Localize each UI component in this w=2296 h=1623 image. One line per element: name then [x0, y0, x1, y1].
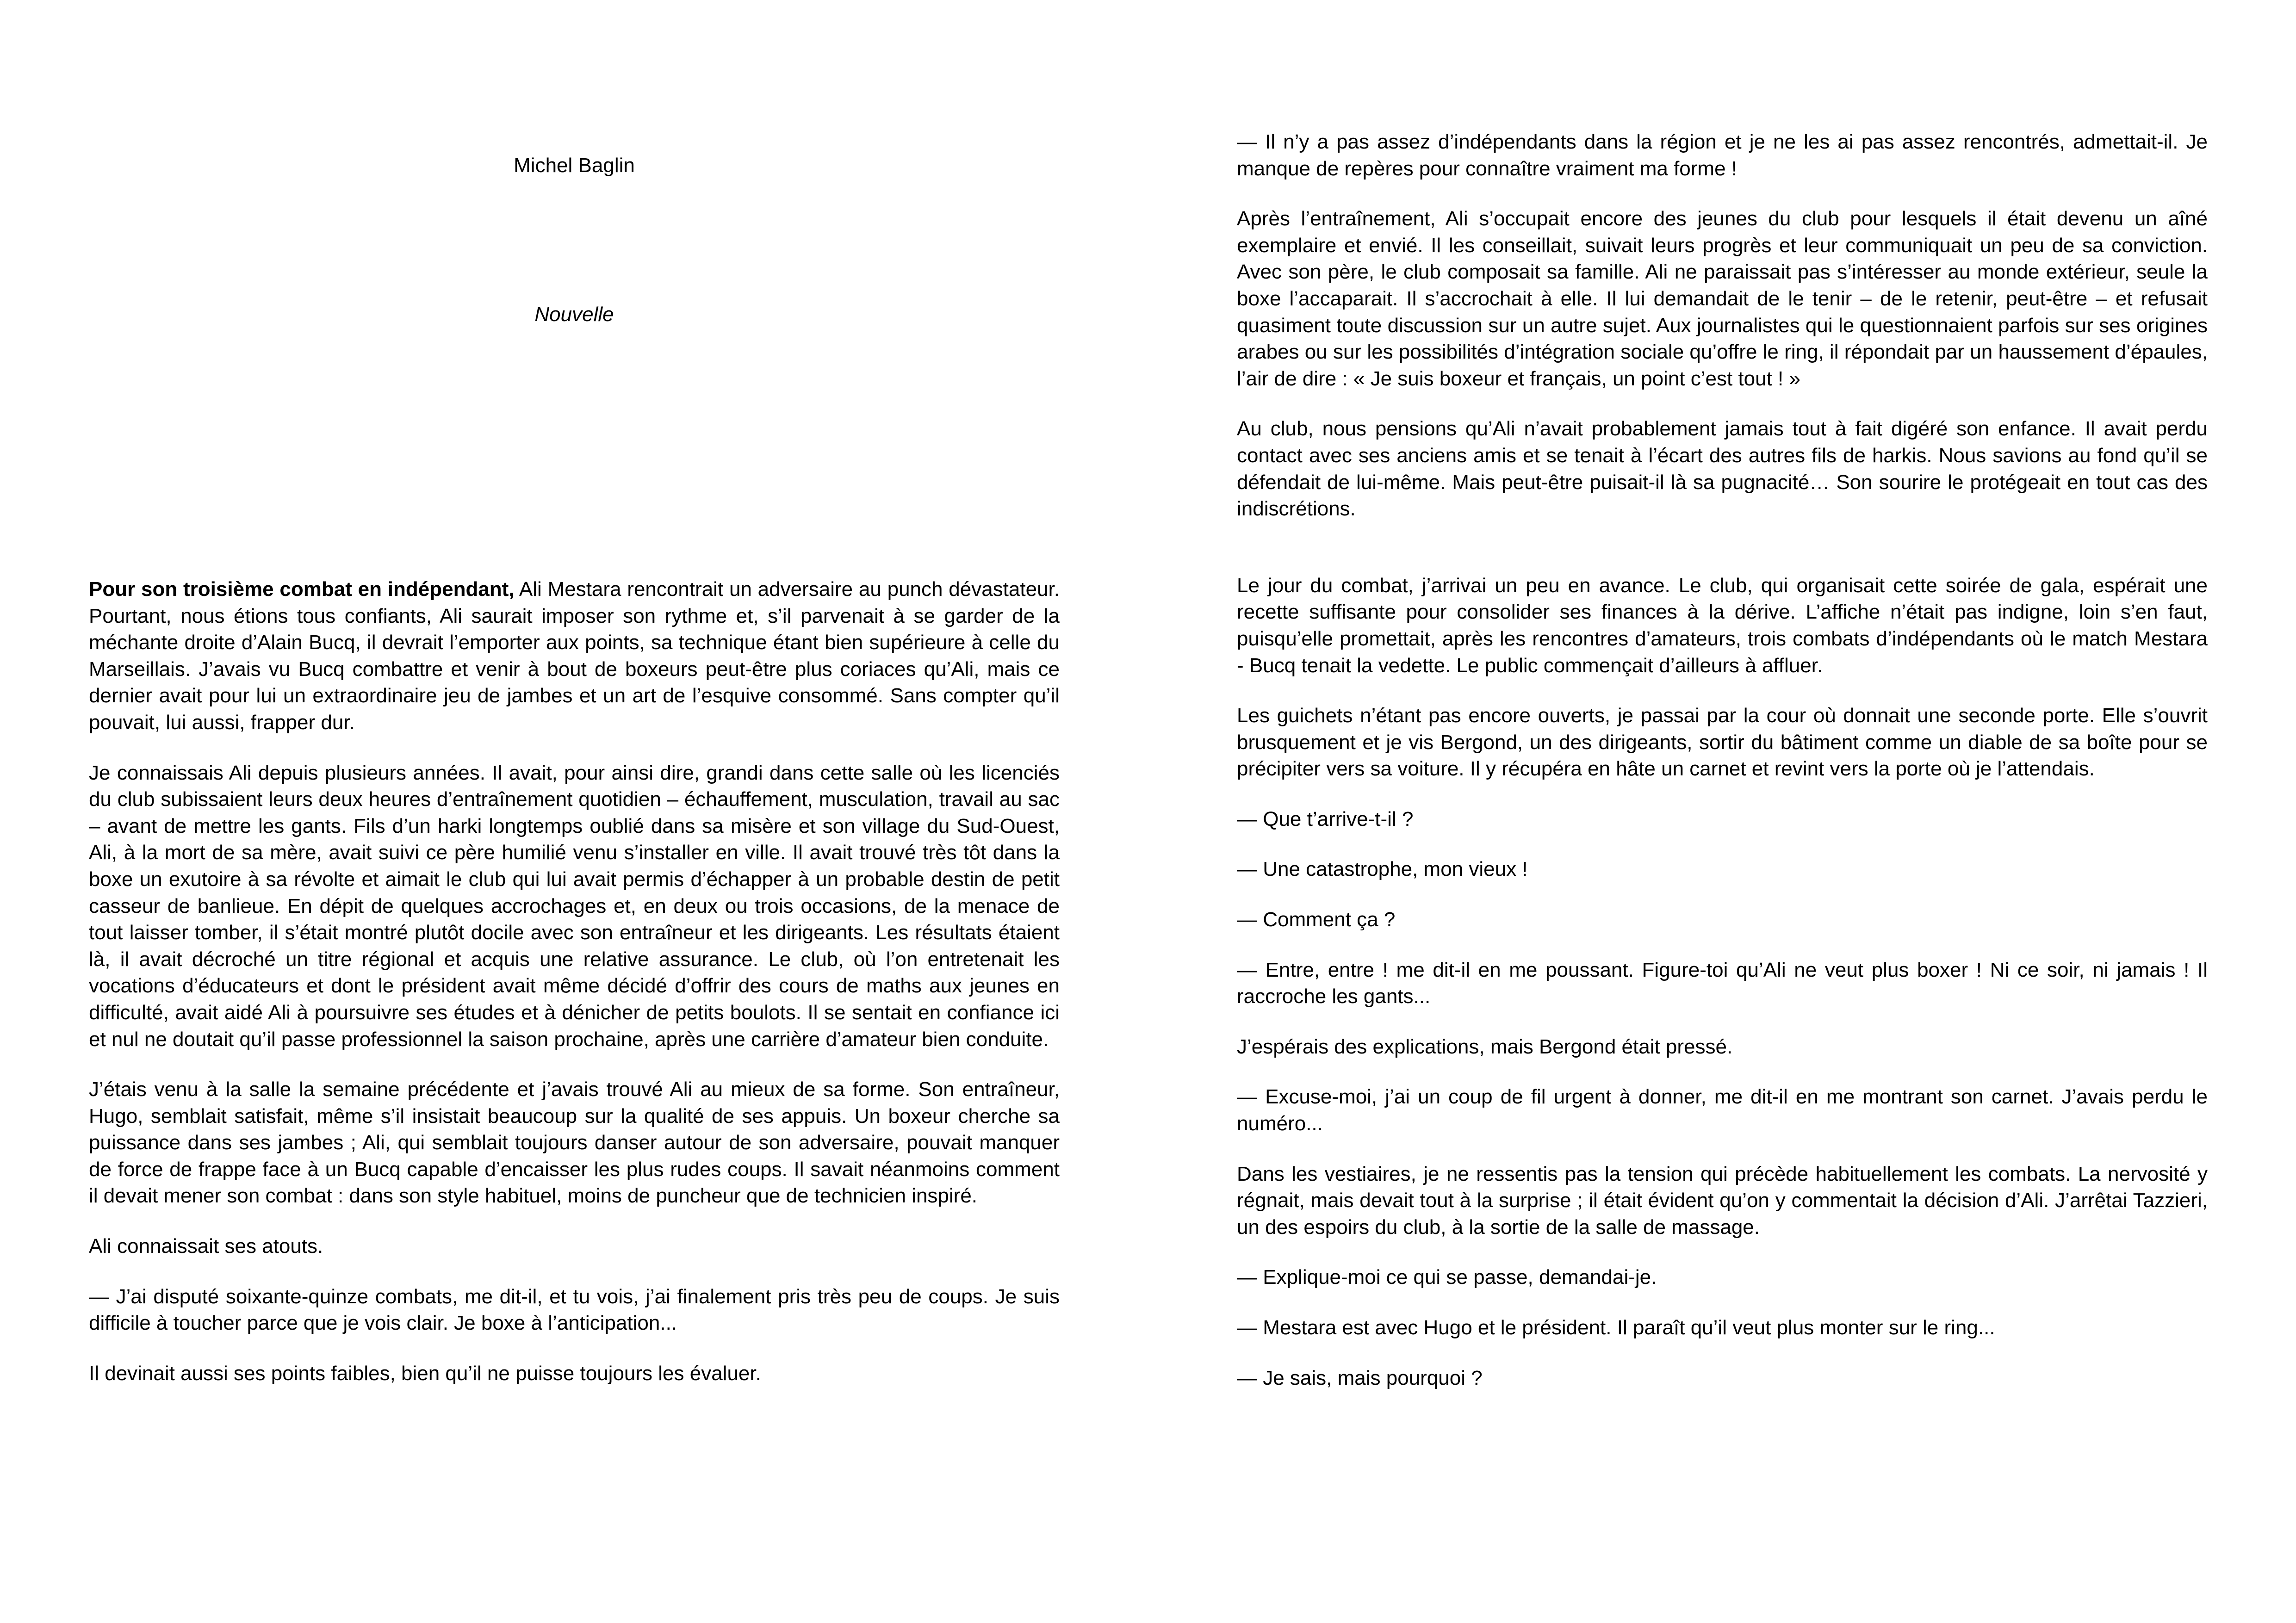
- paragraph: Le jour du combat, j’arrivai un peu en avance. Le club, qui organisait cette soirée de gala, espérait une recette suffisante pour consolider ses finances à la dérive. L’affiche n’était pas indigne, loin s’en faut, puisqu’elle promettait, après les rencontres d’amateurs, trois combats d’indépendants où le match Mestara - Bucq tenait la vedette. Le public commençait d’ailleurs à affluer.: [1237, 574, 2208, 677]
- left-column-text: [89, 576, 1060, 1387]
- dialogue-line: — Excuse-moi, j’ai un coup de fil urgent à donner, me dit-il en me montrant son carnet. J’avais perdu le numéro...: [1237, 1085, 2208, 1135]
- opening-bold-phrase: Pour son troisième combat en indépendant,: [89, 578, 515, 601]
- dialogue-line: — Entre, entre ! me dit-il en me poussant. Figure-toi qu’Ali ne veut plus boxer ! Ni ce soir, ni jamais ! Il raccroche les gants...: [1237, 958, 2208, 1008]
- paragraph: Après l’entraînement, Ali s’occupait encore des jeunes du club pour lesquels il était devenu un aîné exemplaire et envié. Il les conseillait, suivait leurs progrès et leur communiquait un peu de sa conviction. Avec son père, le club composait sa famille. Ali ne paraissait pas s’intéresser au monde extérieur, seule la boxe l’accaparait. Il s’accrochait à elle. Il lui demandait de le tenir – de le retenir, peut-être – et refusait quasiment toute discussion sur un autre sujet. Aux journalistes qui le questionnaient parfois sur ses origines arabes ou sur les possibilités d’intégration sociale qu’offre le ring, il répondait par un haussement d’épaules, l’air de dire : « Je suis boxeur et français, un point c’est tout ! »: [1237, 207, 2208, 390]
- dialogue-line: — Explique-moi ce qui se passe, demandai-je.: [1237, 1266, 1657, 1289]
- paragraph: J’étais venu à la salle la semaine précédente et j’avais trouvé Ali au mieux de sa forme. Son entraîneur, Hugo, semblait satisfait, même s’il insistait beaucoup sur la qualité de ses appuis. Un boxeur cherche sa puissance dans ses jambes ; Ali, qui semblait toujours danser autour de son adversaire, pouvait manquer de force de frappe face à un Bucq capable d’encaisser les plus rudes coups. Il savait néanmoins comment il devait mener son combat : dans son style habituel, moins de puncheur que de technicien inspiré.: [89, 1078, 1060, 1208]
- paragraph: Dans les vestiaires, je ne ressentis pas la tension qui précède habituellement les combats. La nervosité y régnait, mais devait tout à la surprise ; il était évident qu’on y commentait la décision d’Ali. J’arrêtai Tazzieri, un des espoirs du club, à la sortie de la salle de massage.: [1237, 1162, 2208, 1239]
- dialogue-line: — Mestara est avec Hugo et le président. Il paraît qu’il veut plus monter sur le ring...: [1237, 1316, 1995, 1339]
- paragraph: J’espérais des explications, mais Bergond était pressé.: [1237, 1035, 1733, 1058]
- dialogue-line: — Une catastrophe, mon vieux !: [1237, 858, 1528, 881]
- dialogue-line: — Il n’y a pas assez d’indépendants dans la région et je ne les ai pas assez rencontrés, admettait-il. Je manque de repères pour connaître vraiment ma forme !: [1237, 130, 2208, 180]
- paragraph: Ali connaissait ses atouts.: [89, 1235, 323, 1258]
- paragraph: Je connaissais Ali depuis plusieurs années. Il avait, pour ainsi dire, grandi dans cette salle où les licenciés du club subissaient leurs deux heures d’entraînement quotidien – échauffement, musculation, travail au sac – avant de mettre les gants. Fils d’un harki longtemps oublié dans sa misère et son village du Sud-Ouest, Ali, à la mort de sa mère, avait suivi ce père humilié venu s’installer en ville. Il avait trouvé très tôt dans la boxe un exutoire à sa révolte et aimait le club qui lui avait permis d’échapper à un probable destin de petit casseur de banlieue. En dépit de quelques accrochages et, en deux ou trois occasions, de la menace de tout laisser tomber, il s’était montré plutôt docile avec son entraîneur et les dirigeants. Les résultats étaient là, il avait décroché un titre régional et acquis une relative assurance. Le club, où l’on entretenait les vocations d’éducateurs et dont le président avait même décidé d’offrir des cours de maths aux jeunes en difficulté, avait aidé Ali à poursuivre ses études et à dénicher de petits boulots. Il se sentait en confiance ici et nul ne doutait qu’il passe professionnel la saison prochaine, après une carrière d’amateur bien conduite.: [89, 761, 1060, 1051]
- dialogue-line: — Je sais, mais pourquoi ?: [1237, 1366, 1483, 1389]
- paragraph: Les guichets n’étant pas encore ouverts, je passai par la cour où donnait une seconde porte. Elle s’ouvrit brusquement et je vis Bergond, un des dirigeants, sortir du bâtiment comme un diable de sa boîte pour se précipiter vers sa voiture. Il y récupéra en hâte un carnet et revint vers la porte où je l’attendais.: [1237, 704, 2208, 781]
- dialogue-line: — Comment ça ?: [1237, 908, 1396, 931]
- dialogue-line: — Que t’arrive-t-il ?: [1237, 807, 1414, 830]
- opening-paragraph-text: Ali Mestara rencontrait un adversaire au punch dévastateur. Pourtant, nous étions tous confiants, Ali saurait imposer son rythme et, s’il parvenait à se garder de la méchante droite d’Alain Bucq, il devrait l’emporter aux points, sa technique étant bien supérieure à celle du Marseillais. J’avais vu Bucq combattre et venir à bout de boxeurs peut-être plus coriaces qu’Ali, mais ce dernier avait pour lui un extraordinaire jeu de jambes et un art de l’esquive consommé. Sans compter qu’il pouvait, lui aussi, frapper dur.: [89, 578, 1060, 734]
- genre-label: Nouvelle: [534, 303, 614, 326]
- author-name: Michel Baglin: [514, 154, 635, 177]
- opening-paragraph: [89, 576, 1060, 736]
- paragraph: Au club, nous pensions qu’Ali n’avait probablement jamais tout à fait digéré son enfance. Il avait perdu contact avec ses anciens amis et se tenait à l’écart des autres fils de harkis. Nous savions au fond qu’il se défendait de lui-même. Mais peut-être puisait-il là sa pugnacité… Son sourire le protégeait en tout cas des indiscrétions.: [1237, 417, 2208, 520]
- dialogue-line: — J’ai disputé soixante-quinze combats, me dit-il, et tu vois, j’ai finalement pris très peu de coups. Je suis difficile à toucher parce que je vois clair. Je boxe à l’anticipation...: [89, 1285, 1060, 1335]
- right-column-text: [1237, 129, 2208, 1391]
- paragraph: Il devinait aussi ses points faibles, bien qu’il ne puisse toujours les évaluer.: [89, 1362, 761, 1385]
